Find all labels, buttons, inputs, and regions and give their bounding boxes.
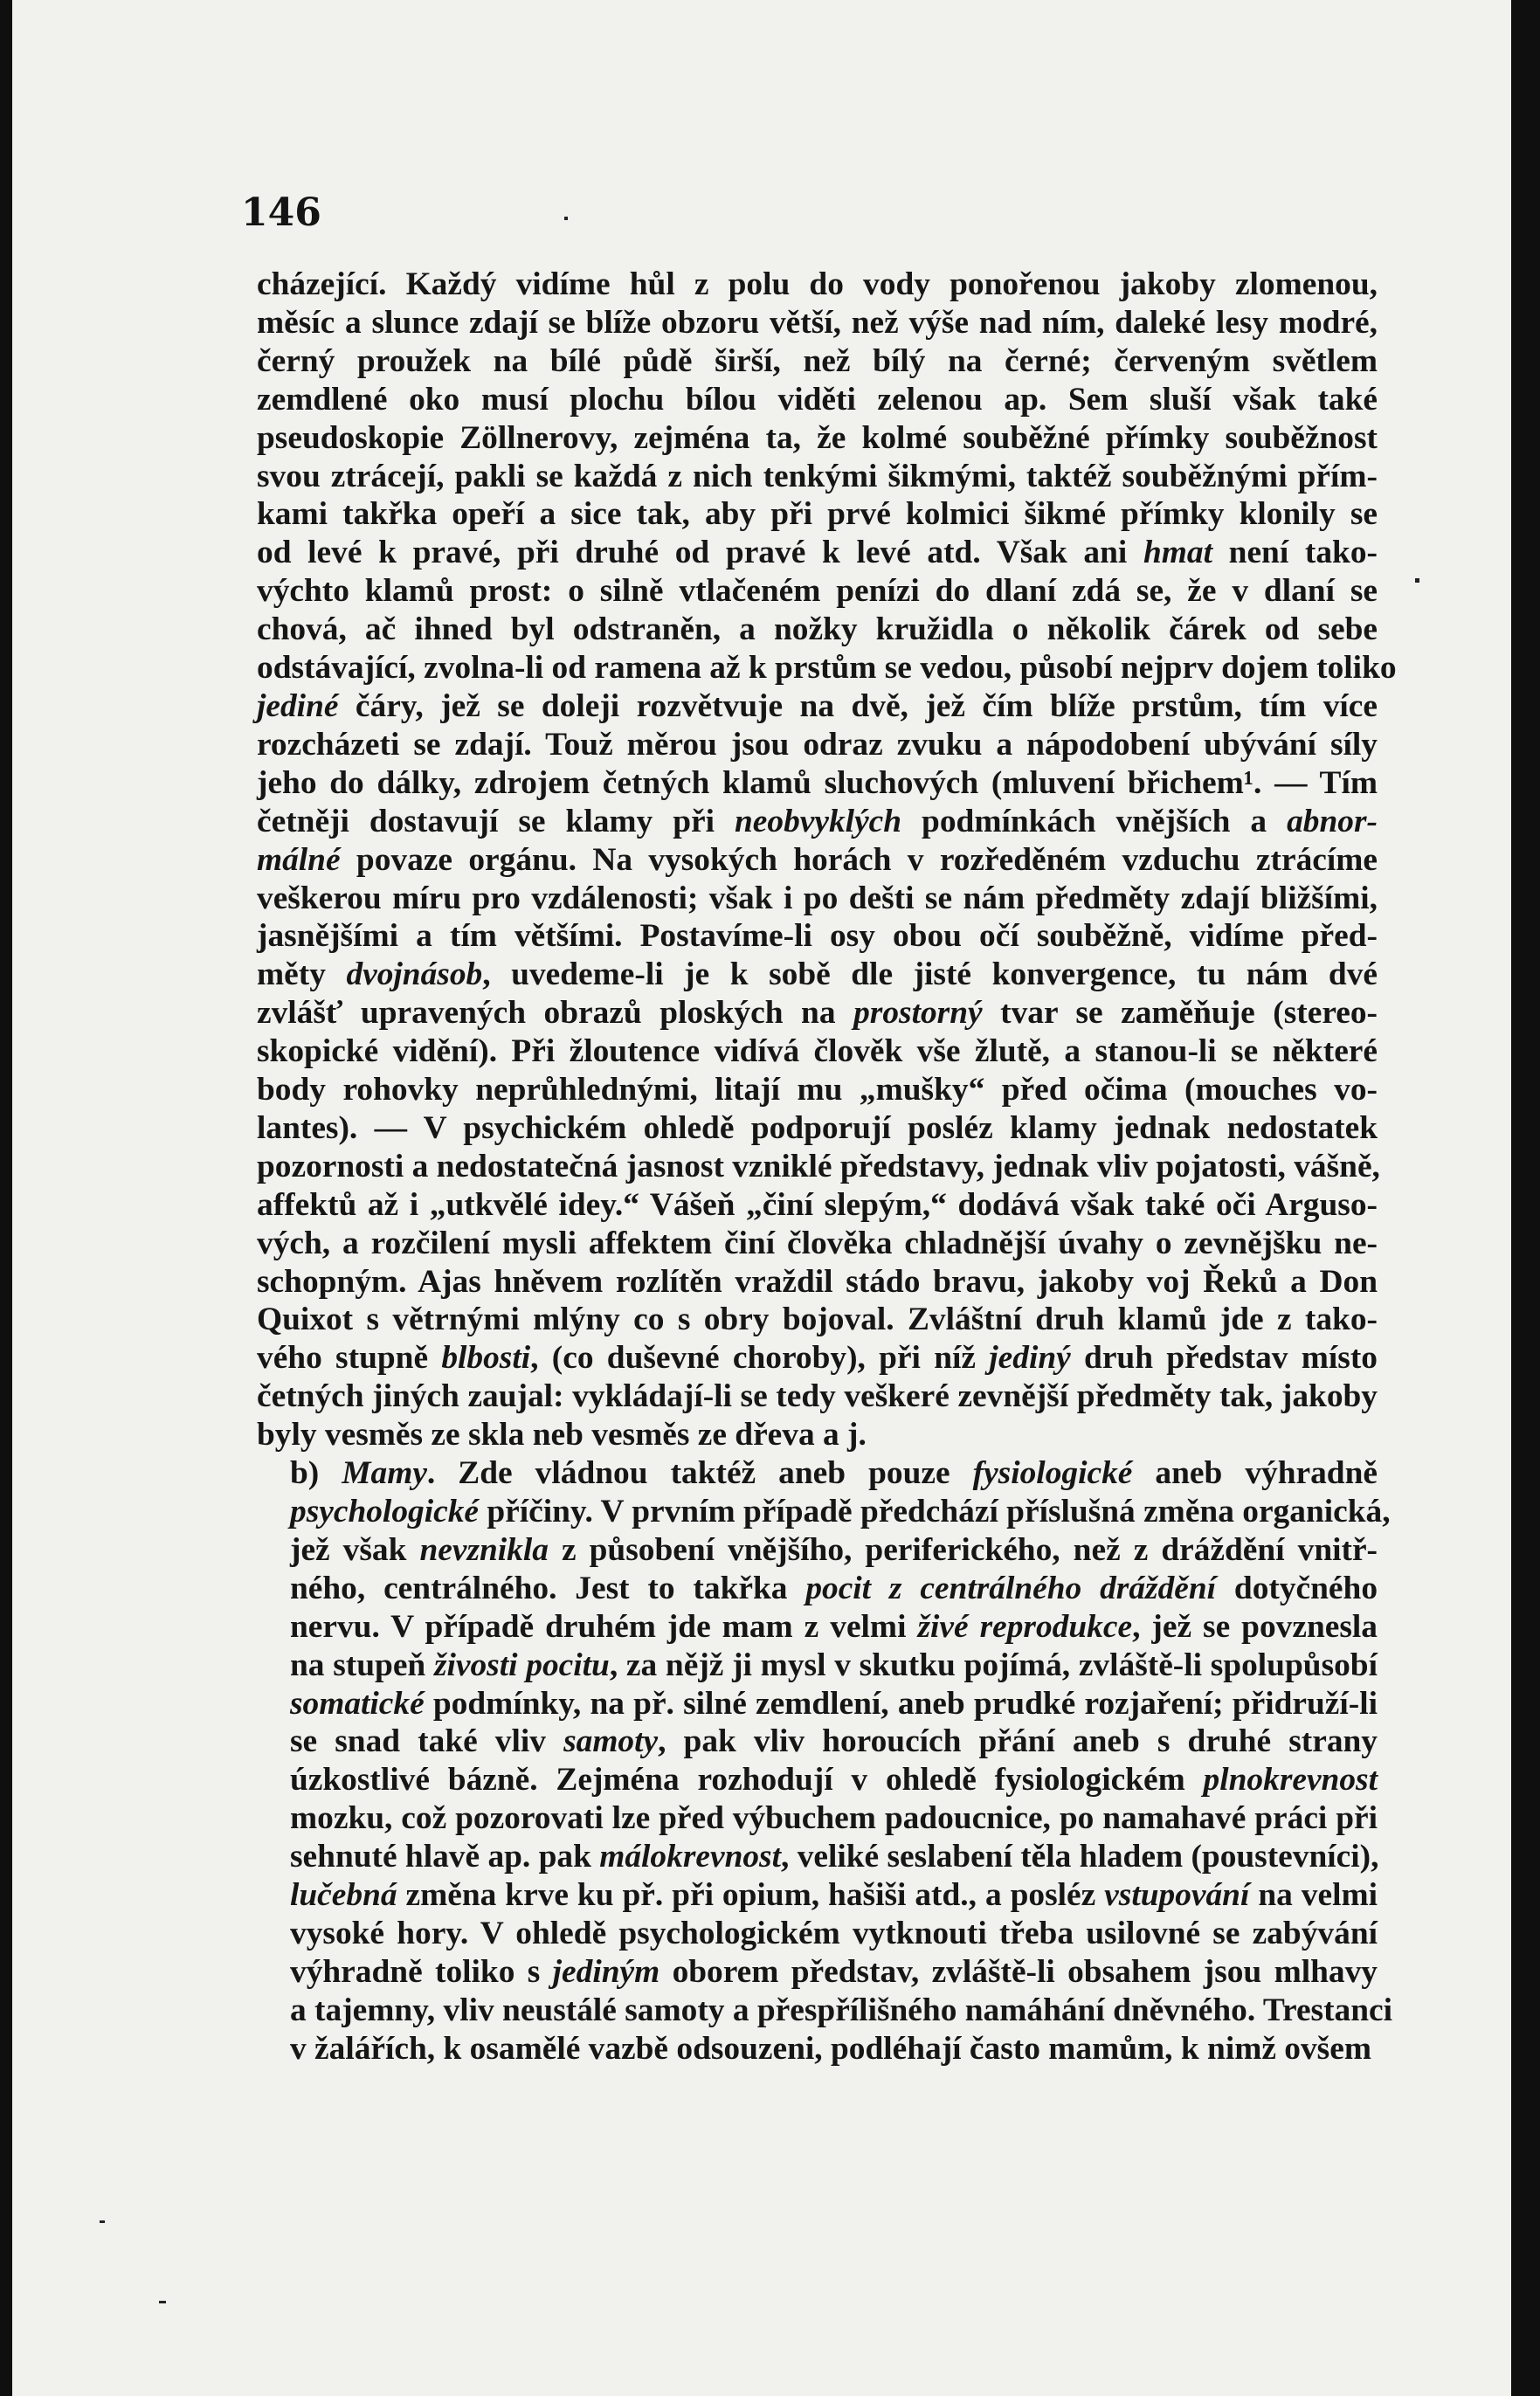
text-run: , jež se povznesla [1132, 1608, 1378, 1645]
text-line [257, 266, 1378, 304]
text-run: sehnuté hlavě ap. pak [290, 1839, 600, 1875]
text-run: . Zde vládnou taktéž aneb pouze [426, 1455, 973, 1492]
text-run: výchto klamů prost: o silně vtlačeném penízi do dlaní zdá se, že v dlaní se [257, 573, 1378, 610]
italic-text: dvojnásob [346, 956, 483, 993]
text-run: četněji dostavují se klamy při [257, 803, 735, 839]
text-line [257, 687, 1378, 726]
text-run: podmínkách vnějších a [901, 803, 1288, 839]
text-line [257, 917, 1378, 956]
text-line [257, 1263, 1378, 1302]
text-run: měty [257, 956, 347, 993]
text-line [257, 841, 1378, 880]
scan-speck [1415, 578, 1419, 583]
text-run: skopické vidění). Při žloutence vidívá člověk vše žlutě, a stanou-li se některé [257, 1033, 1378, 1070]
text-run: rozcházeti se zdají. Touž měrou jsou odraz zvuku a nápodobení ubývání síly [257, 726, 1378, 763]
text-line [257, 381, 1378, 419]
text-run: výhradně toliko s [290, 1953, 553, 1990]
text-line [257, 2030, 1378, 2068]
text-run: tvar se zaměňuje (stereo- [982, 995, 1378, 1032]
text-line [257, 764, 1378, 803]
text-run: nervu. V případě druhém jde mam z velmi [290, 1608, 918, 1645]
italic-text: neobvyklých [735, 803, 902, 839]
text-run: vysoké hory. V ohledě psychologickém vytknouti třeba usilovné se zabývání [290, 1915, 1378, 1951]
text-line [257, 1608, 1378, 1647]
text-line [257, 1378, 1378, 1416]
text-run: cházející. Každý vidíme hůl z polu do vody ponořenou jakoby zlomenou, [257, 266, 1378, 302]
text-run: ného, centrálného. Jest to takřka [290, 1570, 806, 1606]
text-line [257, 611, 1378, 649]
text-run: čáry, jež se doleji rozvětvuje na dvě, jež čím blíže prstům, tím více [338, 687, 1378, 724]
italic-text: abnor- [1287, 803, 1378, 839]
text-run: povaze orgánu. Na vysokých horách v rozředěném vzduchu ztrácíme [340, 841, 1378, 878]
italic-text: fysiologické [972, 1455, 1133, 1492]
text-line [257, 1109, 1378, 1148]
text-line [257, 304, 1378, 342]
scan-speck [564, 217, 568, 220]
italic-text: hmat [1143, 535, 1212, 571]
text-line [257, 1876, 1378, 1915]
italic-text: plnokrevnost [1203, 1762, 1378, 1799]
italic-text: nevznikla [419, 1531, 549, 1568]
text-line [257, 1071, 1378, 1109]
text-run: oborem představ, zvláště-li obsahem jsou mlhavy [660, 1953, 1378, 1990]
text-line [257, 458, 1378, 496]
text-run: , za nějž ji mysl v skutku pojímá, zvláště-li spolupůsobí [609, 1647, 1378, 1683]
scan-speck [100, 2220, 105, 2223]
text-run: jež však [290, 1531, 420, 1568]
text-run: v žalářích, k osamělé vazbě odsouzeni, podléhají často mamům, k nimž ovšem [290, 2030, 1371, 2067]
text-line [257, 1225, 1378, 1263]
scan-speck [159, 2301, 166, 2303]
text-run: aneb výhradně [1132, 1455, 1378, 1492]
text-line [257, 1339, 1378, 1378]
text-line [257, 956, 1378, 994]
text-line [257, 419, 1378, 458]
text-run: affektů až i „utkvělé idey.“ Vášeň „činí slepým,“ dodává však také oči Arguso- [257, 1186, 1378, 1223]
text-line [257, 1953, 1378, 1992]
text-line [257, 1723, 1378, 1761]
italic-text: pocit z centrálného dráždění [805, 1570, 1217, 1606]
italic-text: blbosti [441, 1340, 531, 1377]
text-run: , veliké seslabení těla hladem (poustevníci), [781, 1839, 1379, 1875]
text-line [257, 1915, 1378, 1953]
italic-text: živé reprodukce [917, 1608, 1133, 1645]
text-run: není tako- [1212, 535, 1378, 571]
text-run: , uvedeme-li je k sobě dle jisté konvergence, tu nám dvé [482, 956, 1378, 993]
text-line [257, 880, 1378, 918]
text-run: veškerou míru pro vzdálenosti; však i po dešti se nám předměty zdají bližšími, [257, 880, 1378, 916]
text-run: kami takřka opeří a sice tak, aby při prvé kolmici šikmé přímky klonily se [257, 496, 1378, 533]
text-run: vých, a rozčilení mysli affektem činí člověka chladnější úvahy o zevnějšku ne- [257, 1225, 1378, 1261]
italic-text: málokrevnost [599, 1839, 781, 1875]
text-run: dotyčného [1216, 1570, 1378, 1606]
text-line [257, 572, 1378, 611]
text-line [257, 1301, 1378, 1339]
text-run: odstávající, zvolna-li od ramena až k prstům se vedou, působí nejprv dojem toliko [257, 650, 1397, 687]
text-line [257, 1761, 1378, 1799]
text-run: na velmi [1249, 1877, 1378, 1914]
text-line [257, 495, 1378, 534]
page-number: 146 [241, 190, 321, 235]
text-line [257, 1685, 1378, 1723]
text-run: a tajemny, vliv neustálé samoty a přespřílišného namáhání dněvného. Trestanci [290, 1992, 1393, 2028]
text-line [257, 1454, 1378, 1493]
text-run: od levé k pravé, při druhé od pravé k levé atd. Však ani [257, 535, 1143, 571]
text-run: na stupeň [290, 1647, 434, 1683]
text-line [257, 1416, 1378, 1454]
text-run: , pak vliv horoucích přání aneb s druhé strany [658, 1723, 1378, 1760]
text-run: druh představ místo [1070, 1340, 1378, 1377]
text-run: chová, ač ihned byl odstraněn, a nožky kružidla o několik čárek od sebe [257, 611, 1378, 648]
text-run: z působení vnějšího, periferického, než z dráždění vnitř- [548, 1531, 1378, 1568]
body-text [257, 266, 1397, 2068]
book-page [12, 0, 1511, 2396]
text-run: , (co duševné choroby), při níž [530, 1340, 990, 1377]
text-line [257, 1493, 1391, 1531]
text-line [257, 726, 1378, 764]
italic-text: psychologické [290, 1494, 479, 1529]
text-run: jeho do dálky, zdrojem četných klamů sluchových (mluvení břichem¹. — Tím [257, 764, 1378, 801]
text-run: body rohovky neprůhlednými, litají mu „mušky“ před očima (mouches vo- [257, 1072, 1378, 1108]
text-run: mozku, což pozorovati lze před výbuchem padoucnice, po namahavé práci při [290, 1800, 1378, 1837]
text-line [257, 534, 1378, 572]
italic-text: samoty [563, 1723, 659, 1760]
text-run: jasnějšími a tím většími. Postavíme-li osy obou očí souběžně, vidíme před- [257, 918, 1378, 955]
text-line [257, 1838, 1378, 1876]
italic-text: jediným [552, 1953, 660, 1990]
text-line [257, 1531, 1378, 1570]
text-line [257, 1148, 1378, 1186]
text-run: pseudoskopie Zöllnerovy, zejména ta, že kolmé souběžné přímky souběžnost [257, 419, 1378, 456]
text-run: byly vesměs ze skla neb vesměs ze dřeva a j. [257, 1417, 867, 1453]
italic-text: vstupování [1104, 1877, 1250, 1914]
text-run: podmínky, na př. silné zemdlení, aneb prudké rozjaření; přidruží-li [424, 1685, 1378, 1722]
paragraph-1 [257, 266, 1397, 1454]
text-line [257, 1799, 1378, 1838]
text-run: se snad také vliv [290, 1723, 564, 1760]
text-run: pozornosti a nedostatečná jasnost vzniklé představy, jednak vliv pojatosti, vášně, [257, 1148, 1380, 1184]
text-line [257, 803, 1378, 841]
text-line [257, 1570, 1378, 1608]
text-run: svou ztrácejí, pakli se každá z nich tenkými šikmými, taktéž souběžnými přím- [257, 458, 1378, 494]
text-run: úzkostlivé bázně. Zejména rozhodují v ohledě fysiologickém [290, 1762, 1204, 1799]
text-line [257, 1647, 1378, 1685]
text-run: Quixot s větrnými mlýny co s obry bojoval. Zvláštní druh klamů jde z tako- [257, 1302, 1378, 1338]
text-run: změna krve ku př. při opium, hašiši atd., a posléz [397, 1877, 1105, 1914]
italic-text: málné [257, 841, 341, 878]
text-run: schopným. Ajas hněvem rozlítěn vraždil stádo bravu, jakoby voj Řeků a Don [257, 1263, 1378, 1300]
text-run: četných jiných zaujal: vykládají-li se tedy veškeré zevnější předměty tak, jakoby [257, 1378, 1378, 1415]
text-run: zemdlené oko musí plochu bílou viděti zelenou ap. Sem sluší však také [257, 381, 1378, 418]
text-run: příčiny. V prvním případě předchází příslušná změna organická, [478, 1494, 1391, 1529]
text-run: zvlášť upravených obrazů ploských na [257, 995, 854, 1032]
paragraph-2 [257, 1454, 1393, 2068]
text-run: měsíc a slunce zdají se blíže obzoru větší, než výše nad ním, daleké lesy modré, [257, 304, 1378, 341]
text-line [257, 1032, 1378, 1071]
text-line [257, 994, 1378, 1032]
italic-text: živosti pocitu [433, 1647, 610, 1683]
italic-text: jediné [257, 687, 339, 724]
text-run: černý proužek na bílé půdě širší, než bílý na černé; červeným světlem [257, 342, 1378, 379]
text-run: b) [290, 1455, 342, 1492]
italic-text: jediný [989, 1340, 1071, 1377]
italic-text: prostorný [853, 995, 983, 1032]
text-run: vého stupně [257, 1340, 442, 1377]
italic-text: somatické [290, 1685, 425, 1722]
text-line [257, 342, 1378, 381]
text-run: lantes). — V psychickém ohledě podporují posléz klamy jednak nedostatek [257, 1109, 1378, 1146]
text-line [257, 1992, 1393, 2030]
text-line [257, 649, 1397, 687]
italic-text: Mamy [342, 1455, 427, 1492]
text-line [257, 1186, 1378, 1225]
italic-text: lučebná [290, 1877, 397, 1914]
